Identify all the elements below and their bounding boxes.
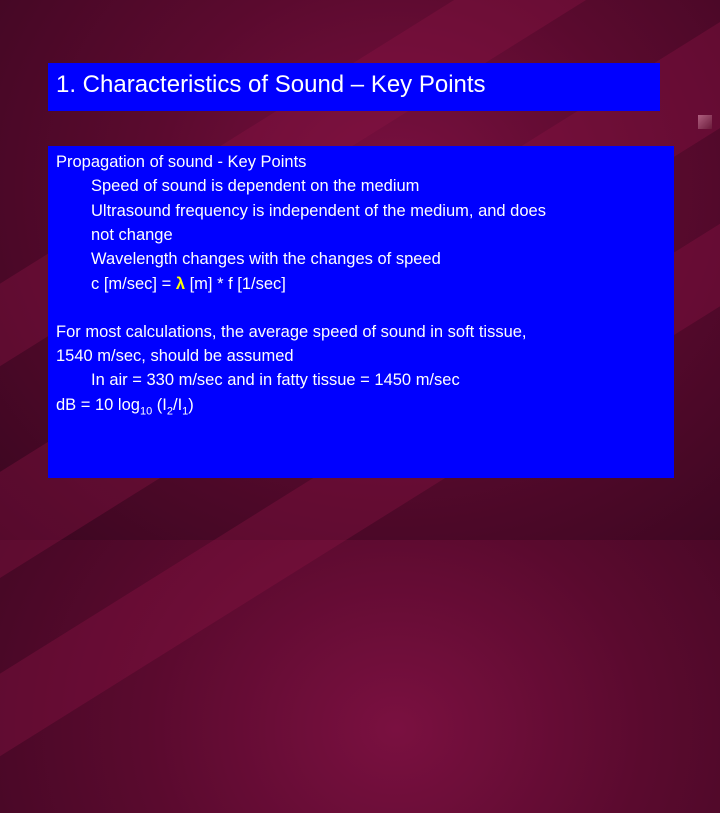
lambda-symbol: λ — [175, 275, 185, 293]
db-text: dB = 10 log — [56, 396, 140, 414]
paragraph-line: For most calculations, the average speed of sound in soft tissue, — [56, 323, 527, 341]
db-text: ) — [188, 396, 194, 414]
db-text: (I — [152, 396, 167, 414]
formula-text: c [m/sec] = — [91, 275, 176, 293]
bullet-line: In air = 330 m/sec and in fatty tissue = 1450 m/sec — [91, 371, 460, 389]
db-subscript: 1 — [182, 405, 189, 418]
db-subscript: 10 — [139, 405, 153, 418]
db-subscript: 2 — [166, 405, 173, 418]
formula-line — [91, 272, 286, 296]
content-box — [48, 146, 674, 478]
content-heading: Propagation of sound - Key Points — [56, 153, 307, 171]
bullet-line: not change — [91, 226, 173, 244]
slide-title: 1. Characteristics of Sound – Key Points — [56, 71, 486, 98]
bullet-line: Wavelength changes with the changes of speed — [91, 250, 441, 268]
db-text: /I — [173, 396, 183, 414]
decorative-square — [698, 115, 712, 129]
paragraph-line: 1540 m/sec, should be assumed — [56, 347, 294, 365]
title-box — [48, 63, 660, 111]
db-formula — [56, 393, 194, 424]
formula-text: [m] * f [1/sec] — [185, 275, 286, 293]
bullet-line: Ultrasound frequency is independent of the medium, and does — [91, 202, 546, 220]
bullet-line: Speed of sound is dependent on the medium — [91, 177, 420, 195]
